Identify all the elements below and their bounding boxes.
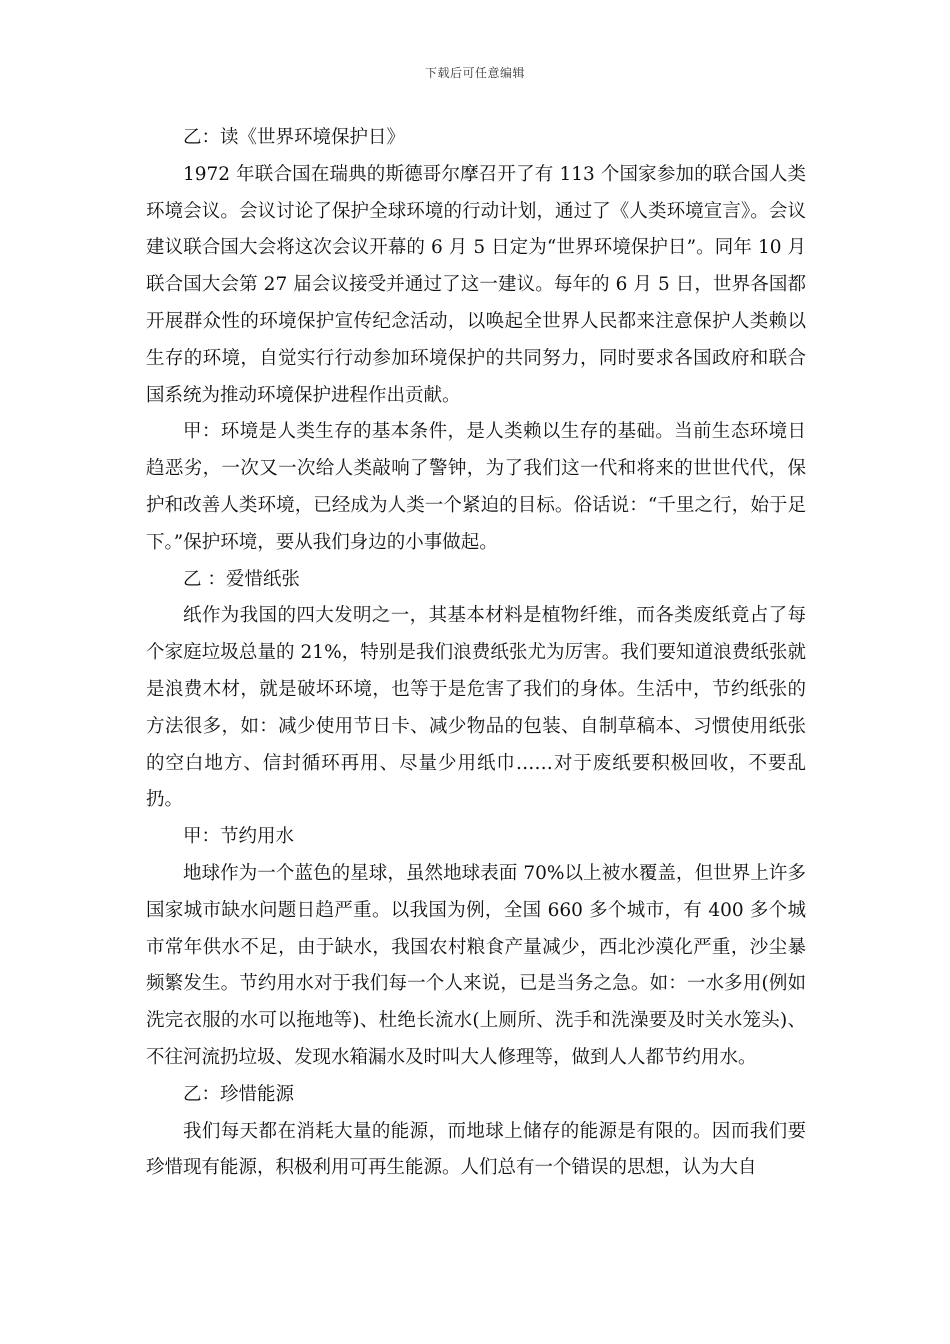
page-header: 下载后可任意编辑 [424, 66, 525, 80]
document-body [146, 120, 806, 1187]
paragraph-heading-save-paper: 乙 ：爱惜纸张 [183, 568, 300, 590]
paragraph: 甲：环境是人类生存的基本条件，是人类赖以生存的基础。当前生态环境日趋恶劣，一次又一次给人类敲响了警钟，为了我们这一代和将来的世世代代，保护和改善人类环境，已经成为人类一个紧迫的目标。俗话说：“千里之行，始于足下。”保护环境，要从我们身边的小事做起。 [146, 421, 806, 553]
paragraph: 1972 年联合国在瑞典的斯德哥尔摩召开了有 113 个国家参加的联合国人类环境会议。会议讨论了保护全球环境的行动计划，通过了《人类环境宣言》。会议建议联合国大会将这次会议开幕的 6 月 5 日定为“世界环境保护日”。同年 10 月联合国大会第 27 届会议接受并通过了这一建议。每年的 6 月 5 日，世界各国都开展群众性的环境保护宣传纪念活动，以唤起全世界人民都来注意保护人类赖以生存的环境，自觉实行行动参加环境保护的共同努力，同时要求各国政府和联合国系统为推动环境保护进程作出贡献。 [146, 163, 806, 406]
paragraph-heading-world-environment-day: 乙：读《世界环境保护日》 [183, 127, 406, 148]
paragraph: 纸作为我国的四大发明之一，其基本材料是植物纤维，而各类废纸竟占了每个家庭垃圾总量的 21%，特别是我们浪费纸张尤为厉害。我们要知道浪费纸张就是浪费木材，就是破坏环境，也等于是危害了我们的身体。生活中，节约纸张的方法很多，如：减少使用节日卡、减少物品的包装、自制草稿本、习惯使用纸张的空白地方、信封循环再用、尽量少用纸巾……对于废纸要积极回收，不要乱扔。 [146, 605, 806, 811]
paragraph-heading-save-water: 甲：节约用水 [183, 826, 295, 848]
paragraph: 地球作为一个蓝色的星球，虽然地球表面 70%以上被水覆盖，但世界上许多国家城市缺水问题日趋严重。以我国为例，全国 660 多个城市，有 400 多个城市常年供水不足，由于缺水，我国农村粮食产量减少，西北沙漠化严重，沙尘暴频繁发生。节约用水对于我们每一个人来说，已是当务之急。如：一水多用(例如洗完衣服的水可以拖地等)、杜绝长流水(上厕所、洗手和洗澡要及时关水笼头)、不往河流扔垃圾、发现水箱漏水及时叫大人修理等，做到人人都节约用水。 [146, 862, 806, 1068]
paragraph-heading-save-energy: 乙：珍惜能源 [183, 1083, 295, 1105]
paragraph: 我们每天都在消耗大量的能源，而地球上储存的能源是有限的。因而我们要珍惜现有能源，积极利用可再生能源。人们总有一个错误的思想，认为大自 [146, 1120, 806, 1179]
